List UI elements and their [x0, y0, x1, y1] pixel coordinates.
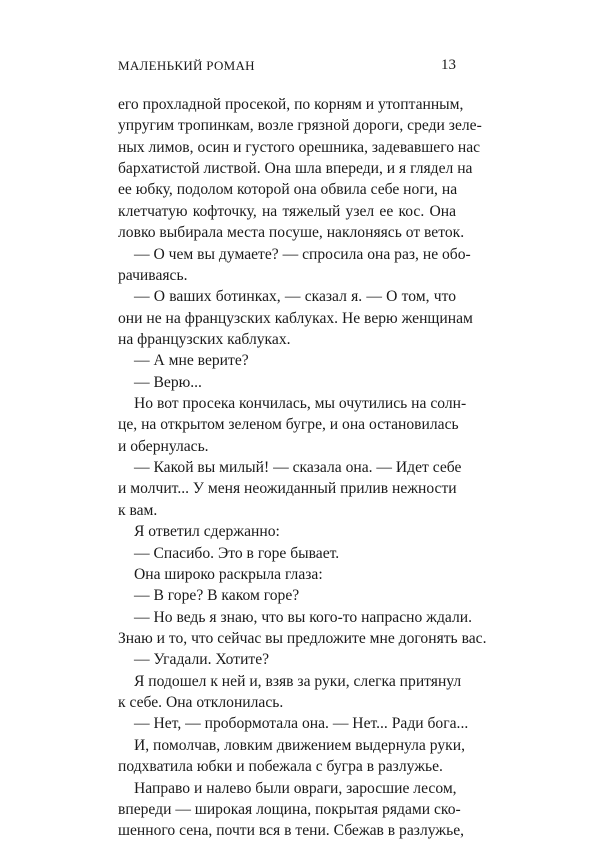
- text-line: — Какой вы милый! — сказала она. — Идет себе: [134, 459, 462, 477]
- text-line: подхватила юбки и побежала с бугра в разлужье.: [118, 758, 443, 776]
- text-line: его прохладной просекой, по корням и утоптанным,: [118, 96, 464, 113]
- text-line: ловко выбирала места посуше, наклоняясь от веток.: [118, 224, 465, 242]
- running-head: [118, 58, 456, 78]
- text-line: ее юбку, подолом которой она обвила себе ноги, на: [118, 181, 458, 199]
- text-line: Я ответил сдержанно:: [134, 523, 280, 541]
- text-line: ных лимов, осин и густого орешника, задевавшего нас: [118, 138, 481, 156]
- text-line: Знаю и то, что сейчас вы предложите мне догонять вас.: [118, 629, 487, 647]
- text-line: рачиваясь.: [118, 266, 188, 284]
- text-line: — Нет, — пробормотала она. — Нет... Ради бога...: [134, 715, 469, 733]
- text-line: клетчатую кофточку, на тяжелый узел ее кос. Она: [118, 202, 456, 220]
- text-line: — О ваших ботинках, — сказал я. — О том, что: [134, 288, 456, 306]
- text-line: к себе. Она отклонилась.: [118, 694, 284, 712]
- text-line: — Угадали. Хотите?: [134, 651, 270, 669]
- text-line: к вам.: [118, 501, 158, 519]
- text-line: на французских каблуках.: [118, 330, 291, 348]
- text-line: И, помолчав, ловким движением выдернула руки,: [134, 736, 465, 754]
- text-line: Я подошел к ней и, взяв за руки, слегка притянул: [134, 672, 462, 690]
- text-line: — Спасибо. Это в горе бывает.: [134, 544, 340, 562]
- text-line: они не на французских каблуках. Не верю женщинам: [118, 309, 473, 327]
- text-line: бархатистой листвой. Она шла впереди, и я глядел на: [118, 160, 473, 178]
- text-line: це, на открытом зеленом бугре, и она остановилась: [118, 416, 459, 434]
- text-line: — Верю...: [134, 373, 202, 391]
- text-line: и молчит... У меня неожиданный прилив нежности: [118, 480, 457, 498]
- text-line: и обернулась.: [118, 437, 209, 455]
- body-text: [118, 94, 487, 842]
- page-number: 13: [441, 57, 456, 73]
- text-line: Но вот просека кончилась, мы очутились на солн-: [134, 395, 467, 413]
- text-line: — О чем вы думаете? — спросила она раз, не обо-: [134, 245, 471, 263]
- text-line: — А мне верите?: [134, 352, 249, 370]
- text-line: впереди — широкая лощина, покрытая рядами ско-: [118, 800, 461, 818]
- text-line: — В горе? В каком горе?: [134, 587, 300, 605]
- text-line: шенного сена, почти вся в тени. Сбежав в разлужье,: [118, 822, 465, 840]
- text-line: упругим тропинкам, возле грязной дороги, среди зеле-: [118, 117, 482, 135]
- text-line: Она широко раскрыла глаза:: [134, 565, 323, 583]
- chapter-title: МАЛЕНЬКИЙ РОМАН: [118, 58, 255, 73]
- text-line: — Но ведь я знаю, что вы кого-то напрасно ждали.: [134, 608, 472, 626]
- text-line: Направо и налево были овраги, заросшие лесом,: [134, 779, 457, 797]
